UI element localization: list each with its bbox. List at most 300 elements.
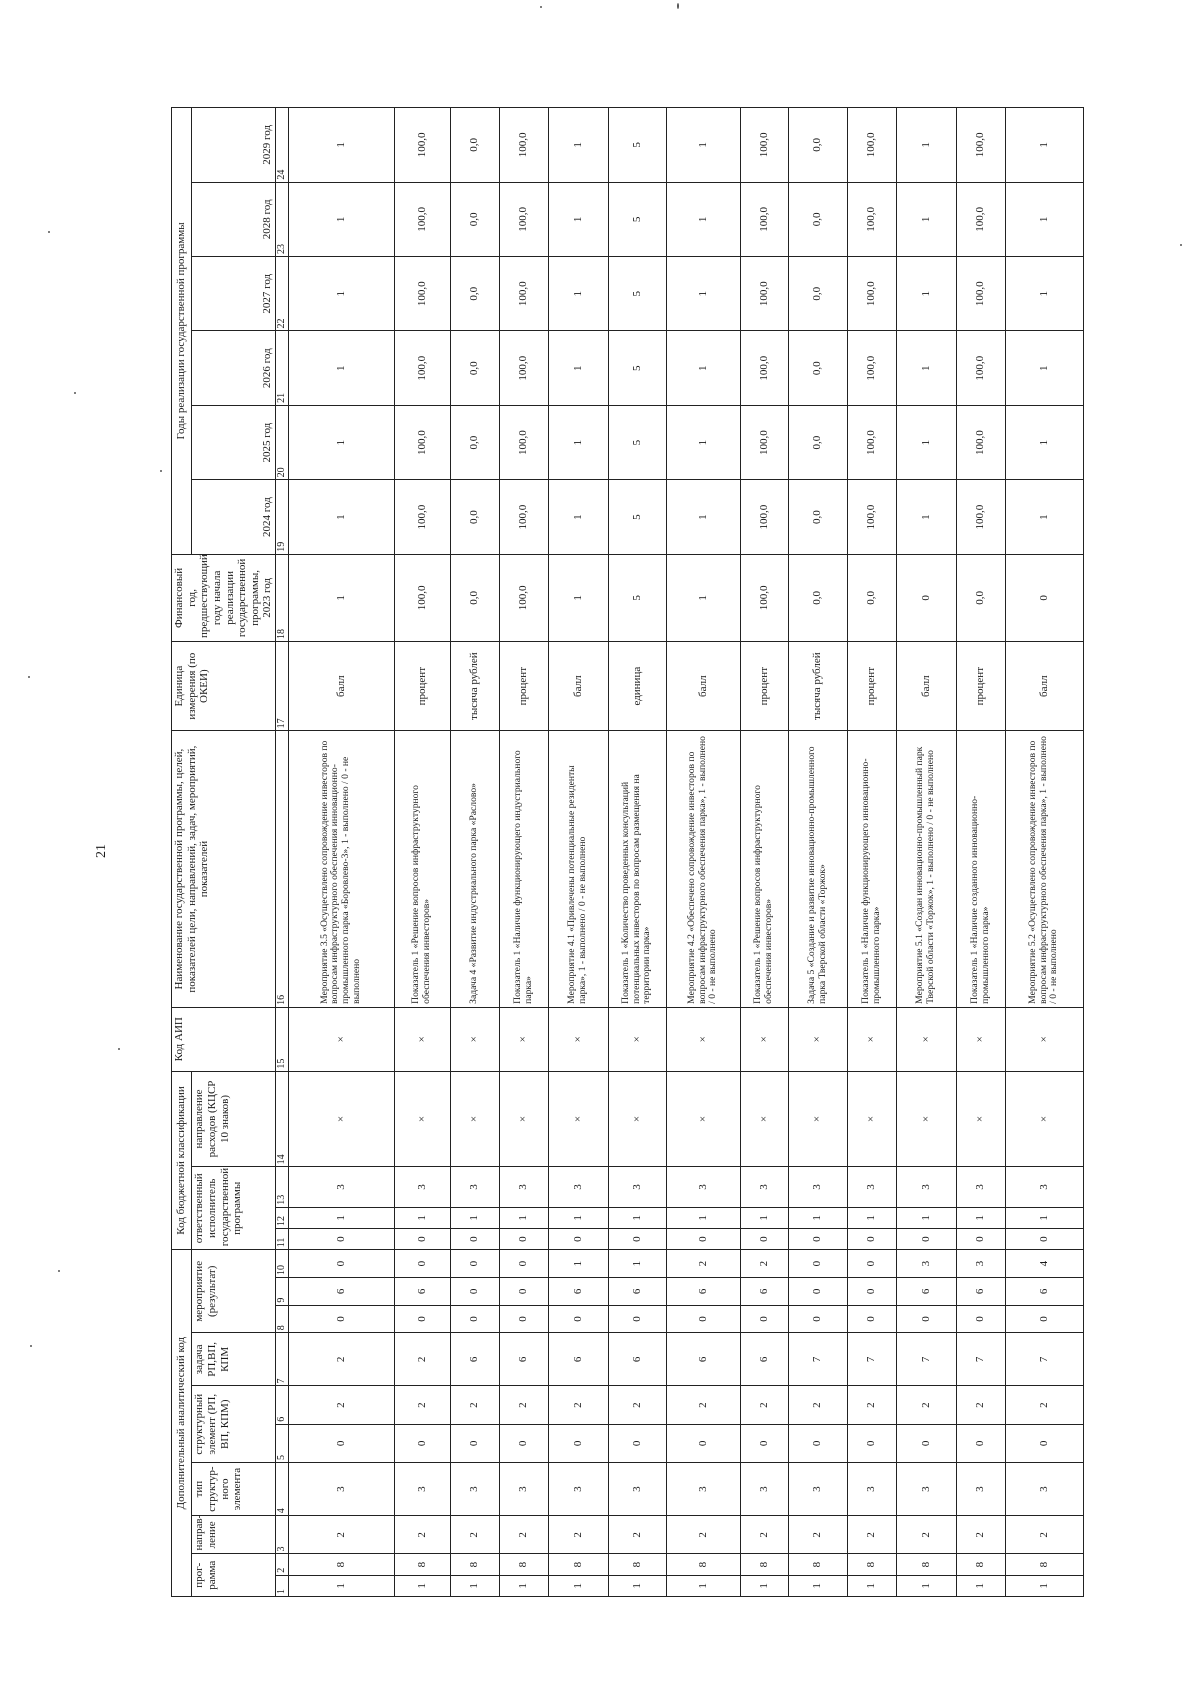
code-cell: 2 — [288, 1516, 394, 1554]
code-cell: 6 — [548, 1278, 608, 1306]
scan-speck — [48, 231, 50, 233]
code-cell: 3 — [608, 1463, 666, 1516]
year-value-cell: 100,0 — [394, 331, 450, 405]
unit-cell: балл — [288, 642, 394, 731]
code-cell: 3 — [788, 1167, 847, 1207]
table-row — [666, 108, 740, 1597]
code-cell: 1 — [548, 1207, 608, 1228]
year-value-cell: 100,0 — [394, 108, 450, 183]
code-cell: 8 — [450, 1554, 499, 1575]
base-value-cell: 100,0 — [740, 554, 788, 641]
code-cell: 0 — [499, 1305, 548, 1333]
base-value-cell: 0,0 — [847, 554, 896, 641]
base-value-cell: 100,0 — [394, 554, 450, 641]
expense-cell: × — [666, 1071, 740, 1167]
name-cell: Показатель 1 «Наличие функционирующего инновационно-промышленного парка» — [847, 731, 896, 1008]
code-cell: 8 — [666, 1554, 740, 1575]
year-value-cell: 5 — [608, 257, 666, 331]
code-cell: 2 — [1005, 1516, 1083, 1554]
code-cell: 2 — [740, 1250, 788, 1278]
unit-cell: тысяча рублей — [450, 642, 499, 731]
code-cell: 8 — [847, 1554, 896, 1575]
header-direction: направ-ление — [192, 1516, 276, 1554]
year-value-cell: 1 — [288, 480, 394, 554]
code-cell: 3 — [740, 1167, 788, 1207]
code-cell: 2 — [740, 1386, 788, 1424]
expense-cell: × — [608, 1071, 666, 1167]
code-cell: 7 — [847, 1333, 896, 1386]
year-value-cell: 100,0 — [847, 108, 896, 183]
header-base-year: Финансовый год, предшествующий году начала реализации государственной программы, 2023 год — [172, 554, 276, 641]
code-cell: 0 — [1005, 1229, 1083, 1250]
code-cell: 0 — [847, 1229, 896, 1250]
code-cell: 1 — [608, 1207, 666, 1228]
code-cell: 0 — [666, 1305, 740, 1333]
year-value-cell: 1 — [288, 331, 394, 405]
header-aip: Код АИП — [172, 1007, 276, 1071]
year-value-cell: 100,0 — [740, 182, 788, 256]
year-value-cell: 1 — [666, 182, 740, 256]
column-number: 12 — [276, 1207, 289, 1228]
unit-cell: процент — [740, 642, 788, 731]
year-value-cell: 1 — [896, 257, 956, 331]
year-value-cell: 100,0 — [394, 257, 450, 331]
unit-cell: тысяча рублей — [788, 642, 847, 731]
code-cell: 3 — [394, 1167, 450, 1207]
year-value-cell: 1 — [1005, 405, 1083, 479]
header-name: Наименование государственной программы, целей, показателей цели, направлений, задач, мероприятий, показателей — [172, 731, 276, 1008]
base-value-cell: 0,0 — [450, 554, 499, 641]
year-value-cell: 100,0 — [740, 331, 788, 405]
scan-speck — [118, 1048, 120, 1050]
aip-cell: × — [1005, 1007, 1083, 1071]
year-value-cell: 1 — [666, 331, 740, 405]
unit-cell: процент — [394, 642, 450, 731]
code-cell: 0 — [740, 1305, 788, 1333]
header-year: 2026 год — [192, 331, 276, 405]
year-value-cell: 100,0 — [499, 331, 548, 405]
year-value-cell: 1 — [1005, 108, 1083, 183]
code-cell: 6 — [499, 1333, 548, 1386]
code-cell: 2 — [450, 1386, 499, 1424]
code-cell: 2 — [666, 1386, 740, 1424]
year-value-cell: 100,0 — [956, 480, 1005, 554]
unit-cell: процент — [847, 642, 896, 731]
code-cell: 8 — [740, 1554, 788, 1575]
name-cell: Показатель 1 «Наличие функционирующего индустриального парка» — [499, 731, 548, 1008]
code-cell: 2 — [548, 1386, 608, 1424]
code-cell: 1 — [608, 1575, 666, 1596]
header-unit: Единица измерения (по ОКЕИ) — [172, 642, 276, 731]
aip-cell: × — [288, 1007, 394, 1071]
code-cell: 1 — [740, 1575, 788, 1596]
code-cell: 3 — [847, 1463, 896, 1516]
table-row — [788, 108, 847, 1597]
code-cell: 1 — [956, 1207, 1005, 1228]
header-year: 2024 год — [192, 480, 276, 554]
code-cell: 6 — [740, 1333, 788, 1386]
code-cell: 6 — [740, 1278, 788, 1306]
code-cell: 3 — [548, 1463, 608, 1516]
page-number: 21 — [94, 844, 109, 858]
code-cell: 0 — [394, 1250, 450, 1278]
code-cell: 1 — [394, 1207, 450, 1228]
header-program: прог-рамма — [192, 1554, 276, 1597]
column-number: 2 — [276, 1554, 289, 1575]
code-cell: 0 — [1005, 1305, 1083, 1333]
code-cell: 6 — [548, 1333, 608, 1386]
expense-cell: × — [956, 1071, 1005, 1167]
code-cell: 3 — [450, 1167, 499, 1207]
column-number: 13 — [276, 1167, 289, 1207]
aip-cell: × — [847, 1007, 896, 1071]
code-cell: 1 — [394, 1575, 450, 1596]
year-value-cell: 1 — [1005, 331, 1083, 405]
code-cell: 0 — [499, 1229, 548, 1250]
code-cell: 2 — [847, 1516, 896, 1554]
year-value-cell: 1 — [896, 108, 956, 183]
year-value-cell: 0,0 — [788, 108, 847, 183]
year-value-cell: 0,0 — [450, 405, 499, 479]
year-value-cell: 100,0 — [499, 182, 548, 256]
code-cell: 0 — [450, 1229, 499, 1250]
header-responsible: ответственный исполнитель государственной программы — [192, 1167, 276, 1250]
code-cell: 2 — [548, 1516, 608, 1554]
code-cell: 0 — [788, 1229, 847, 1250]
code-cell: 6 — [608, 1333, 666, 1386]
year-value-cell: 100,0 — [956, 108, 1005, 183]
year-value-cell: 1 — [288, 405, 394, 479]
code-cell: 0 — [740, 1424, 788, 1462]
year-value-cell: 1 — [548, 331, 608, 405]
year-value-cell: 0,0 — [788, 480, 847, 554]
code-cell: 2 — [956, 1516, 1005, 1554]
base-value-cell: 100,0 — [499, 554, 548, 641]
code-cell: 2 — [847, 1386, 896, 1424]
year-value-cell: 5 — [608, 182, 666, 256]
code-cell: 0 — [450, 1278, 499, 1306]
year-value-cell: 100,0 — [394, 182, 450, 256]
year-value-cell: 1 — [896, 405, 956, 479]
code-cell: 0 — [548, 1424, 608, 1462]
code-cell: 1 — [450, 1207, 499, 1228]
base-value-cell: 1 — [288, 554, 394, 641]
scan-speck — [1180, 244, 1182, 246]
header-struct-element: структурный элемент (РП, ВП, КПМ) — [192, 1386, 276, 1463]
expense-cell: × — [896, 1071, 956, 1167]
code-cell: 2 — [1005, 1386, 1083, 1424]
code-cell: 2 — [288, 1333, 394, 1386]
aip-cell: × — [608, 1007, 666, 1071]
table-row — [1005, 108, 1083, 1597]
unit-cell: балл — [666, 642, 740, 731]
column-number: 22 — [276, 257, 289, 331]
name-cell: Мероприятие 4.1 «Привлечены потенциальные резиденты парка», 1 - выполнено / 0 - не выполнено — [548, 731, 608, 1008]
code-cell: 1 — [956, 1575, 1005, 1596]
table-row — [956, 108, 1005, 1597]
table-row — [450, 108, 499, 1597]
code-cell: 3 — [394, 1463, 450, 1516]
year-value-cell: 1 — [548, 480, 608, 554]
year-value-cell: 0,0 — [788, 405, 847, 479]
code-cell: 0 — [450, 1305, 499, 1333]
code-cell: 0 — [499, 1250, 548, 1278]
code-cell: 0 — [548, 1229, 608, 1250]
code-cell: 3 — [956, 1250, 1005, 1278]
code-cell: 3 — [956, 1463, 1005, 1516]
code-cell: 1 — [288, 1575, 394, 1596]
code-cell: 2 — [666, 1250, 740, 1278]
year-value-cell: 100,0 — [394, 480, 450, 554]
code-cell: 8 — [394, 1554, 450, 1575]
code-cell: 1 — [666, 1207, 740, 1228]
code-cell: 0 — [956, 1305, 1005, 1333]
code-cell: 2 — [740, 1516, 788, 1554]
code-cell: 0 — [788, 1424, 847, 1462]
year-value-cell: 1 — [666, 108, 740, 183]
code-cell: 8 — [608, 1554, 666, 1575]
code-cell: 0 — [288, 1305, 394, 1333]
expense-cell: × — [788, 1071, 847, 1167]
header-expense: направление расходов (КЦСР 10 знаков) — [192, 1071, 276, 1167]
expense-cell: × — [740, 1071, 788, 1167]
code-cell: 0 — [847, 1278, 896, 1306]
code-cell: 6 — [666, 1278, 740, 1306]
column-number: 11 — [276, 1229, 289, 1250]
code-cell: 3 — [1005, 1167, 1083, 1207]
code-cell: 2 — [394, 1386, 450, 1424]
year-value-cell: 100,0 — [499, 257, 548, 331]
aip-cell: × — [394, 1007, 450, 1071]
year-value-cell: 0,0 — [788, 182, 847, 256]
code-cell: 8 — [1005, 1554, 1083, 1575]
code-cell: 3 — [1005, 1463, 1083, 1516]
expense-cell: × — [450, 1071, 499, 1167]
column-number: 10 — [276, 1250, 289, 1278]
code-cell: 3 — [896, 1463, 956, 1516]
code-cell: 8 — [788, 1554, 847, 1575]
code-cell: 3 — [666, 1167, 740, 1207]
column-number: 8 — [276, 1305, 289, 1333]
code-cell: 0 — [788, 1250, 847, 1278]
header-analytical: Дополнительный аналитический код — [172, 1250, 192, 1597]
year-value-cell: 100,0 — [499, 405, 548, 479]
code-cell: 1 — [896, 1575, 956, 1596]
aip-cell: × — [548, 1007, 608, 1071]
code-cell: 0 — [394, 1305, 450, 1333]
year-value-cell: 100,0 — [847, 480, 896, 554]
year-value-cell: 1 — [666, 405, 740, 479]
scan-speck — [677, 3, 679, 9]
code-cell: 7 — [1005, 1333, 1083, 1386]
year-value-cell: 1 — [548, 257, 608, 331]
code-cell: 6 — [450, 1333, 499, 1386]
year-value-cell: 100,0 — [956, 182, 1005, 256]
name-cell: Мероприятие 4.2 «Обеспечено сопровождение инвесторов по вопросам инфраструктурного обеспечения парка», 1 - выполнено / 0 - не выполнено — [666, 731, 740, 1008]
code-cell: 1 — [450, 1575, 499, 1596]
column-number: 20 — [276, 405, 289, 479]
unit-cell: процент — [956, 642, 1005, 731]
code-cell: 3 — [499, 1463, 548, 1516]
name-cell: Мероприятие 5.2 «Осуществлено сопровождение инвесторов по вопросам инфраструктурного обеспечения парка», 1 - выполнено / 0 - не выполнено — [1005, 731, 1083, 1008]
year-value-cell: 100,0 — [394, 405, 450, 479]
base-value-cell: 5 — [608, 554, 666, 641]
aip-cell: × — [896, 1007, 956, 1071]
scan-speck — [58, 1270, 60, 1272]
column-number: 9 — [276, 1278, 289, 1306]
code-cell: 8 — [499, 1554, 548, 1575]
code-cell: 0 — [608, 1305, 666, 1333]
column-number: 3 — [276, 1516, 289, 1554]
code-cell: 2 — [288, 1386, 394, 1424]
year-value-cell: 100,0 — [847, 182, 896, 256]
code-cell: 1 — [847, 1575, 896, 1596]
header-year: 2027 год — [192, 257, 276, 331]
unit-cell: балл — [548, 642, 608, 731]
year-value-cell: 1 — [896, 182, 956, 256]
code-cell: 6 — [1005, 1278, 1083, 1306]
code-cell: 7 — [956, 1333, 1005, 1386]
year-value-cell: 100,0 — [956, 257, 1005, 331]
code-cell: 3 — [288, 1167, 394, 1207]
code-cell: 2 — [788, 1386, 847, 1424]
expense-cell: × — [288, 1071, 394, 1167]
code-cell: 0 — [847, 1424, 896, 1462]
header-years-group: Годы реализации государственной программы — [172, 108, 192, 555]
year-value-cell: 100,0 — [740, 405, 788, 479]
code-cell: 3 — [788, 1463, 847, 1516]
year-value-cell: 100,0 — [847, 405, 896, 479]
code-cell: 0 — [896, 1229, 956, 1250]
code-cell: 3 — [896, 1167, 956, 1207]
code-cell: 1 — [740, 1207, 788, 1228]
year-value-cell: 100,0 — [847, 257, 896, 331]
column-number: 1 — [276, 1575, 289, 1596]
column-number: 15 — [276, 1007, 289, 1071]
code-cell: 0 — [956, 1229, 1005, 1250]
year-value-cell: 0,0 — [450, 331, 499, 405]
base-value-cell: 1 — [666, 554, 740, 641]
code-cell: 3 — [847, 1167, 896, 1207]
code-cell: 0 — [666, 1424, 740, 1462]
header-event: мероприятие (результат) — [192, 1250, 276, 1333]
name-cell: Мероприятие 5.1 «Создан инновационно-промышленный парк Тверской области «Торжок», 1 - выполнено / 0 - не выполнено — [896, 731, 956, 1008]
table-row — [740, 108, 788, 1597]
code-cell: 0 — [608, 1229, 666, 1250]
scan-speck — [540, 6, 542, 8]
unit-cell: балл — [1005, 642, 1083, 731]
code-cell: 0 — [847, 1250, 896, 1278]
year-value-cell: 1 — [548, 108, 608, 183]
scan-speck — [30, 1345, 32, 1347]
code-cell: 0 — [1005, 1424, 1083, 1462]
name-cell: Задача 4 «Развитие индустриального парка «Раслово» — [450, 731, 499, 1008]
code-cell: 4 — [1005, 1250, 1083, 1278]
code-cell: 6 — [666, 1333, 740, 1386]
scan-speck — [160, 470, 162, 472]
code-cell: 1 — [548, 1575, 608, 1596]
expense-cell: × — [847, 1071, 896, 1167]
year-value-cell: 100,0 — [499, 108, 548, 183]
base-value-cell: 0,0 — [788, 554, 847, 641]
column-number: 7 — [276, 1333, 289, 1386]
code-cell: 6 — [608, 1278, 666, 1306]
year-value-cell: 1 — [1005, 182, 1083, 256]
column-number: 24 — [276, 108, 289, 183]
year-value-cell: 100,0 — [847, 331, 896, 405]
header-year: 2025 год — [192, 405, 276, 479]
code-cell: 3 — [666, 1463, 740, 1516]
column-number: 6 — [276, 1386, 289, 1424]
scan-speck — [74, 392, 76, 394]
code-cell: 0 — [788, 1305, 847, 1333]
column-number: 19 — [276, 480, 289, 554]
code-cell: 0 — [608, 1424, 666, 1462]
column-numbers-row — [276, 108, 289, 1597]
code-cell: 8 — [288, 1554, 394, 1575]
code-cell: 7 — [788, 1333, 847, 1386]
name-cell: Показатель 1 «Решение вопросов инфраструктурного обеспечения инвесторов» — [394, 731, 450, 1008]
code-cell: 0 — [450, 1250, 499, 1278]
code-cell: 1 — [1005, 1575, 1083, 1596]
column-number: 5 — [276, 1424, 289, 1462]
program-table — [171, 107, 1084, 1597]
code-cell: 6 — [288, 1278, 394, 1306]
year-value-cell: 5 — [608, 331, 666, 405]
code-cell: 3 — [288, 1463, 394, 1516]
expense-cell: × — [499, 1071, 548, 1167]
year-value-cell: 5 — [608, 108, 666, 183]
code-cell: 0 — [666, 1229, 740, 1250]
code-cell: 2 — [608, 1386, 666, 1424]
table-row — [896, 108, 956, 1597]
name-cell: Мероприятие 3.5 «Осуществлено сопровождение инвесторов по вопросам инфраструктурного обеспечения инновационно-промышленного парка «Боровлево-3», 1 - выполнено / 0 - не выполнено — [288, 731, 394, 1008]
code-cell: 2 — [394, 1516, 450, 1554]
code-cell: 1 — [499, 1575, 548, 1596]
code-cell: 0 — [288, 1229, 394, 1250]
code-cell: 6 — [394, 1278, 450, 1306]
code-cell: 0 — [288, 1250, 394, 1278]
unit-cell: балл — [896, 642, 956, 731]
code-cell: 0 — [394, 1424, 450, 1462]
code-cell: 2 — [450, 1516, 499, 1554]
code-cell: 3 — [956, 1167, 1005, 1207]
year-value-cell: 100,0 — [956, 331, 1005, 405]
column-number: 16 — [276, 731, 289, 1008]
column-number: 4 — [276, 1463, 289, 1516]
code-cell: 7 — [896, 1333, 956, 1386]
base-value-cell: 0,0 — [956, 554, 1005, 641]
base-value-cell: 1 — [548, 554, 608, 641]
column-number: 17 — [276, 642, 289, 731]
base-value-cell: 0 — [896, 554, 956, 641]
code-cell: 1 — [666, 1575, 740, 1596]
code-cell: 2 — [896, 1386, 956, 1424]
column-number: 21 — [276, 331, 289, 405]
name-cell: Показатель 1 «Количество проведенных консультаций потенциальных инвесторов по вопросам размещения на территории парка» — [608, 731, 666, 1008]
year-value-cell: 1 — [548, 405, 608, 479]
code-cell: 1 — [788, 1575, 847, 1596]
year-value-cell: 1 — [1005, 257, 1083, 331]
code-cell: 1 — [788, 1207, 847, 1228]
code-cell: 1 — [847, 1207, 896, 1228]
code-cell: 8 — [896, 1554, 956, 1575]
code-cell: 1 — [1005, 1207, 1083, 1228]
year-value-cell: 0,0 — [450, 480, 499, 554]
year-value-cell: 0,0 — [450, 182, 499, 256]
code-cell: 0 — [548, 1305, 608, 1333]
year-value-cell: 1 — [288, 182, 394, 256]
